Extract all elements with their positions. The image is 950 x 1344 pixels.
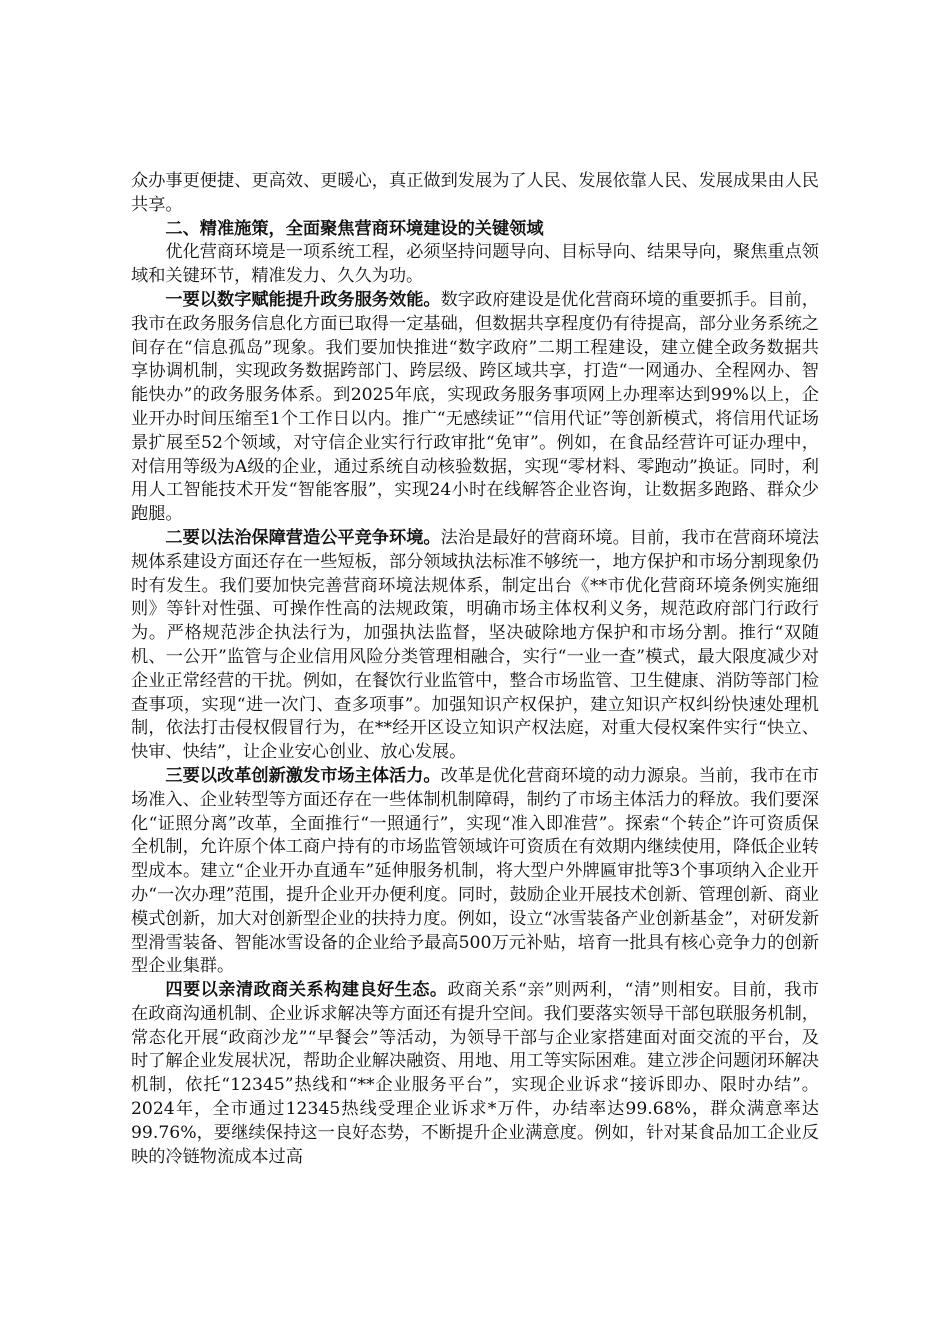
paragraph-body: 改革是优化营商环境的动力源泉。当前，我市在市场准入、企业转型等方面还存在一些体制机制障碍，制约了市场主体活力的释放。我们要深化“证照分离”改革，全面推行“一照通行”，实现“准入即准营”。探索“个转企”许可资质保全机制，允许原个体工商户持有的市场监管领域许可资质在有效期内继续使用，降低企业转型成本。建立“企业开办直通车”延伸服务机制，将大型户外牌匾审批等3个事项纳入企业开办“一次办理”范围，提升企业开办便利度。同时，鼓励企业开展技术创新、管理创新、商业模式创新，加大对创新型企业的扶持力度。例如，设立“冰雪装备产业创新基金”，对研发新型滑雪装备、智能冰雪设备的企业给予最高500万元补贴，培育一批具有核心竞争力的创新型企业集群。: [131, 765, 819, 977]
section-heading: 二、精准施策，全面聚焦营商环境建设的关键领域: [165, 218, 544, 239]
paragraph-business-relations: [131, 979, 819, 1169]
paragraph-lead: 一要以数字赋能提升政务服务效能。: [165, 289, 441, 310]
paragraph-reform: [131, 765, 819, 979]
paragraph-lead: 二要以法治保障营造公平竞争环境。: [165, 527, 441, 548]
intro-continuation: 众办事更便捷、更高效、更暖心，真正做到发展为了人民、发展依靠人民、发展成果由人民共享。: [131, 171, 819, 215]
paragraph-lead: 三要以改革创新激发市场主体活力。: [165, 765, 441, 786]
paragraph-lead: 四要以亲清政商关系构建良好生态。: [165, 980, 448, 1001]
paragraph-digital: [131, 289, 819, 527]
paragraph-body: 数字政府建设是优化营商环境的重要抓手。目前，我市在政务服务信息化方面已取得一定基础，但数据共享程度仍有待提高，部分业务系统之间存在“信息孤岛”现象。我们要加快推进“数字政府”二期工程建设，建立健全政务数据共享协调机制，实现政务数据跨部门、跨层级、跨区域共享，打造“一网通办、全程网办、智能快办”的政务服务体系。到2025年底，实现政务服务事项网上办理率达到99%以上，企业开办时间压缩至1个工作日以内。推广“无感续证”“信用代证”等创新模式，将信用代证场景扩展至52个领域，对守信企业实行行政审批“免审”。例如，在食品经营许可证办理中，对信用等级为A级的企业，通过系统自动核验数据，实现“零材料、零跑动”换证。同时，利用人工智能技术开发“智能客服”，实现24小时在线解答企业咨询，让数据多跑路、群众少跑腿。: [131, 289, 819, 525]
document-page: [131, 170, 819, 1169]
paragraph-body: 政商关系“亲”则两利，“清”则相安。目前，我市在政商沟通机制、企业诉求解决等方面还有提升空间。我们要落实领导干部包联服务机制，常态化开展“政商沙龙”“早餐会”等活动，为领导干部与企业家搭建面对面交流的平台，及时了解企业发展状况，帮助企业解决融资、用地、用工等实际困难。建立涉企问题闭环解决机制，依托“12345”热线和“**企业服务平台”，实现企业诉求“接诉即办、限时办结”。2024年，全市通过12345热线受理企业诉求*万件，办结率达99.68%，群众满意率达99.76%，要继续保持这一良好态势，不断提升企业满意度。例如，针对某食品加工企业反映的冷链物流成本过高: [131, 980, 819, 1167]
paragraph-rule-of-law: [131, 527, 819, 765]
paragraph-body: 法治是最好的营商环境。目前，我市在营商环境法规体系建设方面还存在一些短板，部分领域执法标准不够统一，地方保护和市场分割现象仍时有发生。我们要加快完善营商环境法规体系，制定出台《**市优化营商环境条例实施细则》等针对性强、可操作性高的法规政策，明确市场主体权利义务，规范政府部门行政行为。严格规范涉企执法行为，加强执法监督，坚决破除地方保护和市场分割。推行“双随机、一公开”监管与企业信用风险分类管理相融合，实行“一业一查”模式，最大限度减少对企业正常经营的干扰。例如，在餐饮行业监管中，整合市场监管、卫生健康、消防等部门检查事项，实现“进一次门、查多项事”。加强知识产权保护，建立知识产权纠纷快速处理机制，依法打击侵权假冒行为，在**经开区设立知识产权法庭，对重大侵权案件实行“快立、快审、快结”，让企业安心创业、放心发展。: [131, 527, 819, 763]
section-intro: 优化营商环境是一项系统工程，必须坚持问题导向、目标导向、结果导向，聚焦重点领域和关键环节，精准发力、久久为功。: [131, 242, 819, 287]
